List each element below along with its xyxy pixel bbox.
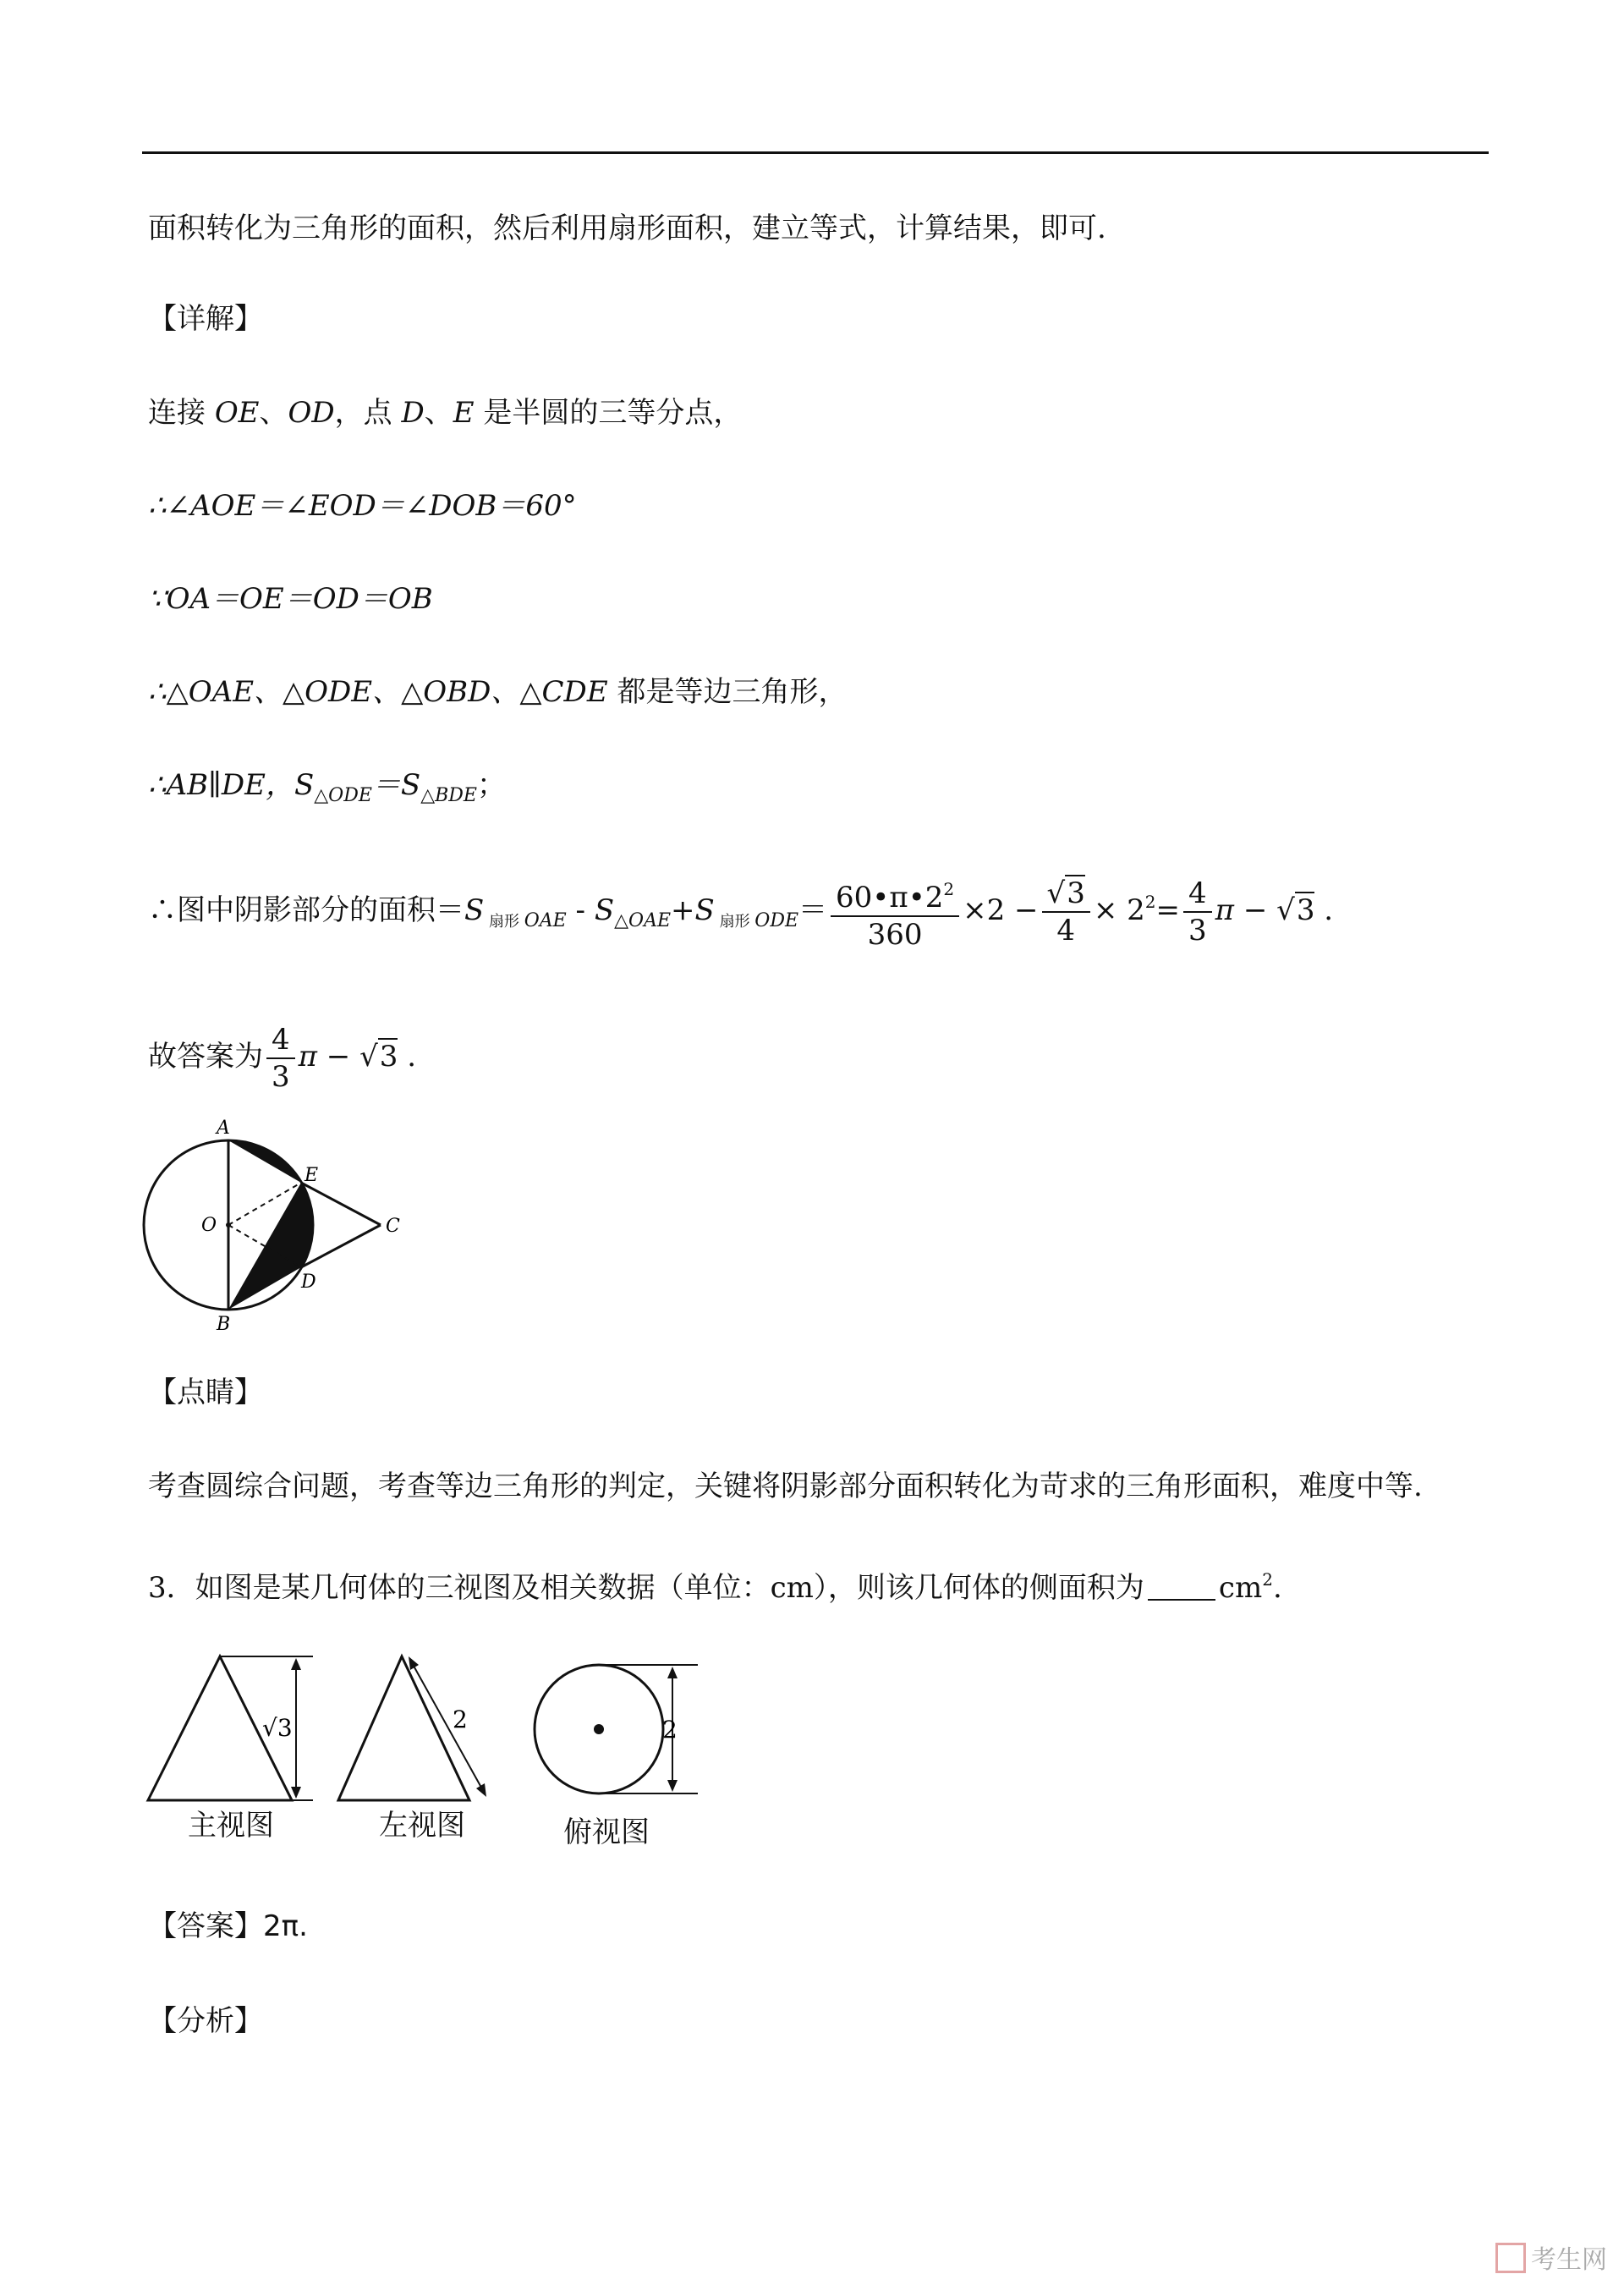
top-view-caption: 俯视图: [563, 1815, 650, 1849]
answer-blank: [1148, 1575, 1215, 1601]
step-6-formula: ∴图中阴影部分的面积＝S $_{扇形}$ $_{OAE} - S_{\triangle OAE}+S$ $_{扇形}$ $_{ODE}$＝ $\frac{60•\pi•2^2}{360}$ ×2 − $\frac{√3}{4}$ × $2^2=$ $\frac{4}{3}$ π − √3 .: [148, 871, 1333, 953]
header-rule: [142, 151, 1489, 154]
step-4: ∴△OAE、△ODE、△OBD、△CDE 都是等边三角形，: [148, 675, 848, 709]
heading-analysis: 【分析】: [148, 2004, 263, 2038]
heading-detail: 【详解】: [148, 302, 263, 336]
semicircle-figure: [135, 1115, 414, 1343]
label-A: A: [217, 1118, 230, 1139]
label-O: O: [201, 1215, 217, 1236]
final-answer-line: 故答案为 $\frac{4}{3}$ π − √3 .: [148, 1023, 417, 1094]
label-E: E: [304, 1165, 319, 1186]
fraction-triangle: $\frac{√3}{4}$: [1042, 876, 1090, 948]
question-3: 3．如图是某几何体的三视图及相关数据（单位：cm），则该几何体的侧面积为 $cm^2$.: [148, 1569, 1282, 1605]
front-view-dimension: √3: [262, 1714, 293, 1742]
watermark-logo: 考生网: [1495, 2238, 1607, 2276]
step-2: ∴∠AOE＝∠EOD＝∠DOB＝60°: [148, 489, 577, 523]
front-view-caption: 主视图: [188, 1809, 274, 1843]
logo-icon: [1495, 2243, 1526, 2273]
fraction-sector: $\frac{60•\pi•2^2}{360}$: [831, 871, 959, 953]
comment-text: 考查圆综合问题，考查等边三角形的判定，关键将阴影部分面积转化为苛求的三角形面积，难度中等.: [148, 1469, 1423, 1503]
answer-line: 【答案】2π.: [148, 1909, 308, 1943]
step-3: ∵OA＝OE＝OD＝OB: [148, 582, 433, 616]
left-view-dimension: 2: [453, 1706, 468, 1733]
top-view: [529, 1658, 710, 1810]
fraction-result: $\frac{4}{3}$: [1183, 876, 1212, 948]
step-1: 连接 OE、OD，点 D、E 是半圆的三等分点，: [148, 396, 743, 430]
left-view-caption: 左视图: [379, 1809, 465, 1843]
heading-comment: 【点睛】: [148, 1376, 263, 1409]
front-view: [144, 1650, 321, 1810]
left-view: [334, 1650, 503, 1810]
label-C: C: [386, 1216, 400, 1237]
top-view-dimension: 2: [662, 1716, 678, 1744]
continuation-line: 面积转化为三角形的面积，然后利用扇形面积，建立等式，计算结果，即可.: [148, 211, 1106, 245]
step-5: ∴AB∥DE，$S_{\triangle ODE}=S_{\triangle BDE}$；: [148, 768, 506, 806]
label-D: D: [301, 1272, 316, 1293]
label-B: B: [217, 1314, 231, 1335]
